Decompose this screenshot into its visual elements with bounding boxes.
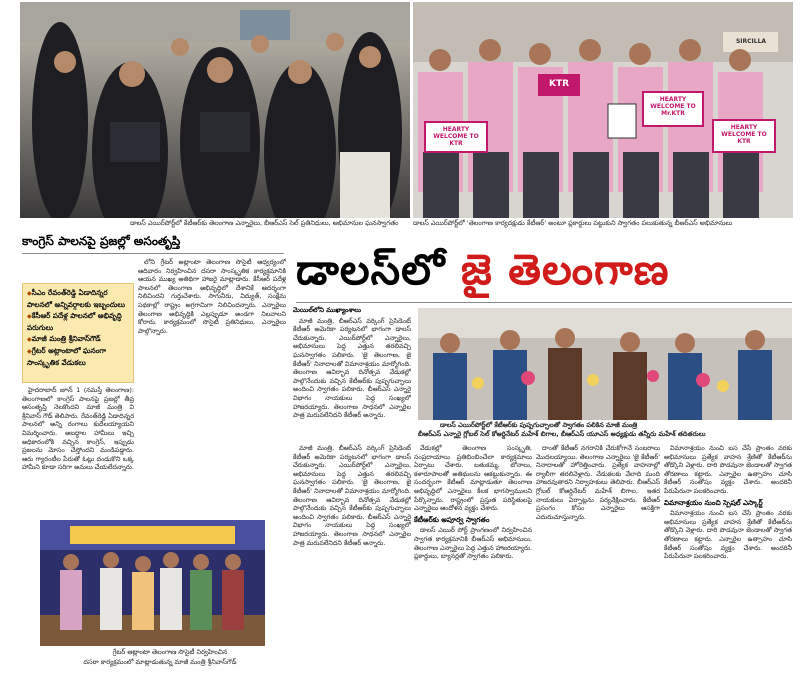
photo-caption: బీఆర్‌ఎస్ ఎన్నారై గ్లోబల్ సెల్ కోఆర్డినేటర్ మహేశ్ బిగాల, బీఆర్‌ఎస్ యూఎస్ అధ్యక్షుడు తన్నీరు మహేశ్ తదితరులు <box>418 430 706 438</box>
welcome-sign: HEARTY WELCOME TO KTR <box>433 126 479 147</box>
photo-bouquet-welcome <box>418 308 792 420</box>
main-story-col-1b: మాజీ మంత్రి, బీఆర్‌ఎస్ వర్కింగ్ ప్రెసిడెంట్ కేటీఆర్ అమెరికా పర్యటనలో భాగంగా డాలస్ చేరుకున్నారు. ఎయిర్‌పోర్ట్‌లో ఎన్నారైలు, అభిమానులు పెద్ద ఎత్తున తరలివచ్చి ఘనస్వాగతం పలికారు. 'జై తెలంగాణ, జై కేటీఆర్' నినాదాలతో విమానాశ్రయం మార్మోగింది. తెలంగాణ ఆవిర్భావ దినోత్సవ వేడుకల్లో పాల్గొనేందుకు వచ్చిన కేటీఆర్‌కు పుష్పగుచ్ఛాలు అందించి స్వాగతం పలికారు. బీఆర్‌ఎస్ ఎన్నారై విభాగం నాయకులు పెద్ద సంఖ్యలో హాజరయ్యారు. తెలంగాణ సాధనలో ఎన్నారైల పాత్ర మరువలేనిదని కేటీఆర్ అన్నారు. <box>293 444 411 547</box>
side-story-body-2: లోని గ్రేటర్ అట్లాంటా తెలంగాణ సొసైటీ ఆధ్వర్యంలో ఆదివారం నిర్వహించిన దసరా సాంస్కృతిక కార్యక్రమానికి ఆయన ముఖ్య అతిథిగా హాజరై మాట్లాడారు. కేసీఆర్ పదేళ్ల పాలనలో తెలంగాణ అభివృద్ధిలో దేశానికే ఆదర్శంగా నిలిచిందని గుర్తుచేశారు. సాగునీరు, విద్యుత్, సంక్షేమ పథకాల్లో రాష్ట్రం అగ్రగామిగా నిలిచిందన్నారు. ఎన్నారైలు తెలంగాణ అభివృద్ధికి ఎల్లప్పుడూ అండగా నిలవాలని కోరారు. కార్యక్రమంలో సొసైటీ ప్రతినిధులు, ఎన్నారైలు పాల్గొన్నారు. <box>138 258 286 335</box>
headline-part-1: డాలస్‌లో <box>296 245 446 294</box>
main-story-col-4: విమానాశ్రయం నుంచి బస చేసే ప్రాంతం వరకు అభిమానులు ప్రత్యేక వాహన శ్రేణితో కేటీఆర్‌ను తోడ్కొని వెళ్లారు. దారి పొడవునా జెండాలతో స్వాగత తోరణాలు కట్టారు. ఎన్నారైల ఉత్సాహం చూసి కేటీఆర్ సంతోషం వ్యక్తం చేశారు. అందరినీ పేరుపేరునా పలకరించారు. విమానాశ్రయం నుంచి స్పెషల్ ఎస్కార్ట్ విమానాశ్రయం నుంచి బస చేసే ప్రాంతం వరకు అభిమానులు ప్రత్యేక వాహన శ్రేణితో కేటీఆర్‌ను తోడ్కొని వెళ్లారు. దారి పొడవునా జెండాలతో స్వాగత తోరణాలు కట్టారు. ఎన్నారైల ఉత్సాహం చూసి కేటీఆర్ సంతోషం వ్యక్తం చేశారు. అందరినీ పేరుపేరునా పలకరించారు. <box>664 444 792 561</box>
dateline: మెయిల్‌లోని ముఖ్యాంశాలు <box>293 306 362 314</box>
highlight-item: ◆ గ్రేటర్ అట్లాంటాలో ఘనంగా సాంస్కృతిక వేడుకలు <box>27 345 129 368</box>
side-story-body-1: హైదరాబాద్ జూన్ 1 (నమస్తే తెలంగాణ): తెలంగాణలో కాంగ్రెస్ పాలనపై ప్రజల్లో తీవ్ర అసంతృప్తి నెలకొందని మాజీ మంత్రి వి శ్రీనివాస్ గౌడ్ తెలిపారు. రేవంత్‌రెడ్డి ఏడాదిన్నర పాలనలో అన్ని రంగాలు కుదేలయ్యాయని విమర్శించారు. అబద్ధాల హామీలు ఇచ్చి అధికారంలోకి వచ్చిన కాంగ్రెస్, ఇప్పుడు ప్రజలను మోసం చేస్తోందని మండిపడ్డారు. ఆరు గ్యారంటీల పేరుతో ఓట్లు దండుకొని ఒక్క హామీని కూడా సరిగా అమలు చేయలేదన్నారు. <box>22 386 134 472</box>
welcome-sign: HEARTY WELCOME TO Mr.KTR <box>650 96 696 117</box>
welcome-sign: HEARTY WELCOME TO KTR <box>721 124 767 145</box>
photo-caption: గ్రేటర్ ఆట్లాంటా తెలంగాణ సొసైటీ నిర్వహించిన <box>112 648 228 656</box>
ktr-sign: KTR <box>548 79 570 89</box>
photo-airport-crowd <box>20 2 410 218</box>
side-story-highlights <box>22 283 134 383</box>
photo-caption: డాలస్ ఎయిర్‌పోర్ట్‌లో 'తెలంగాణ కార్యదక్షుడు కేటీఆర్' అంటూ ప్లకార్డులు పట్టుకుని స్వాగతం పలుకుతున్న బీఆర్‌ఎస్ అభిమానులు <box>413 219 733 227</box>
divider <box>296 302 792 303</box>
highlight-item: ◆ మాజీ మంత్రి శ్రీనివాస్‌గౌడ్ <box>27 333 129 345</box>
divider <box>22 253 284 254</box>
side-story-title: కాంగ్రెస్ పాలనపై ప్రజల్లో అసంతృప్తి <box>22 234 181 248</box>
highlight-item: ◆ కేసీఆర్ పదేళ్ల పాలనలో అభివృద్ధి పరుగులు <box>27 310 129 333</box>
photo-atlanta-event <box>40 520 265 646</box>
sirculla-sign: SIRCILLA <box>735 38 767 45</box>
main-story-col-3: దాంతో కేటీఆర్ నగరానికి చేరుకోగానే సంబరాలు మొదలయ్యాయి. తెలంగాణ ఎన్నారైలు 'జై కేటీఆర్' నినాదాలతో హోరెత్తించారు. ప్రత్యేక వాహనాల్లో ర్యాలీగా తరలివెళ్లారు. వేడుకలకు వేలాది మంది హాజరవుతారని నిర్వాహకులు తెలిపారు. బీఆర్‌ఎస్ గ్లోబల్ కోఆర్డినేటర్ మహేశ్ బిగాల, ఇతర నాయకులు ఏర్పాట్లను పర్యవేక్షించారు. కేటీఆర్ ప్రసంగం కోసం ఎన్నారైలు ఆసక్తిగా ఎదురుచూస్తున్నారు. <box>536 444 660 521</box>
photo-caption: డాలస్ ఎయిర్‌పోర్ట్‌లో కేటీఆర్‌కు పుష్పగుచ్ఛాలతో స్వాగతం పలికిన మాజీ మంత్రి <box>440 421 638 429</box>
subheading: విమానాశ్రయం నుంచి స్పెషల్ ఎస్కార్ట్ <box>664 498 763 507</box>
photo-welcome-placards <box>413 2 793 218</box>
main-headline <box>296 242 792 298</box>
photo-caption: డాలస్ ఎయిర్‌పోర్ట్‌లో కేటీఆర్‌కు తెలంగాణ ఎన్నారైలు, బీఆర్‌ఎస్ సెల్ ప్రతినిధులు, అభిమానుల ఘనస్వాగతం <box>130 219 399 227</box>
highlight-item: ◆ సీఎం రేవంత్‌రెడ్డి ఏడాదిన్నర పాలనలో అన్నివర్గాలకు ఇబ్బందులు <box>27 287 129 310</box>
main-story-col-1: మెయిల్‌లోని ముఖ్యాంశాలు మాజీ మంత్రి, బీఆర్‌ఎస్ వర్కింగ్ ప్రెసిడెంట్ కేటీఆర్ అమెరికా పర్యటనలో భాగంగా డాలస్ చేరుకున్నారు. ఎయిర్‌పోర్ట్‌లో ఎన్నారైలు, అభిమానులు పెద్ద ఎత్తున తరలివచ్చి ఘనస్వాగతం పలికారు. 'జై తెలంగాణ, జై కేటీఆర్' నినాదాలతో విమానాశ్రయం మార్మోగింది. తెలంగాణ ఆవిర్భావ దినోత్సవ వేడుకల్లో పాల్గొనేందుకు వచ్చిన కేటీఆర్‌కు పుష్పగుచ్ఛాలు అందించి స్వాగతం పలికారు. బీఆర్‌ఎస్ ఎన్నారై విభాగం నాయకులు పెద్ద సంఖ్యలో హాజరయ్యారు. తెలంగాణ సాధనలో ఎన్నారైల పాత్ర మరువలేనిదని కేటీఆర్ అన్నారు. <box>293 306 411 420</box>
subheading: కేటీఆర్‌కు అపూర్వ స్వాగతం <box>414 515 490 524</box>
photo-caption: దసరా కార్యక్రమంలో మాట్లాడుతున్న మాజీ మంత్రి శ్రీనివాస్‌గౌడ్ <box>83 658 237 666</box>
headline-part-2: జై తెలంగాణ <box>460 245 670 294</box>
main-story-col-2: వేడుకల్లో తెలంగాణ సంస్కృతి, సంప్రదాయాలు ప్రతిబింబించేలా కార్యక్రమాలు ఏర్పాటు చేశారు. బతుకమ్మ, బోనాలు, కళారూపాలతో అతిథులను ఆకట్టుకున్నారు. ఈ సందర్భంగా కేటీఆర్ మాట్లాడుతూ తెలంగాణ అభివృద్ధిలో ఎన్నారైలు కీలక భాగస్వాములని పేర్కొన్నారు. రాష్ట్రంలో ప్రస్తుత పరిస్థితులపై ఎన్నారైలు ఆందోళన వ్యక్తం చేశారు. కేటీఆర్‌కు అపూర్వ స్వాగతం డాలస్ ఎయిర్ పోర్ట్ ప్రాంగణంలో నిర్వహించిన స్వాగత కార్యక్రమానికి బీఆర్‌ఎస్ అభిమానులు, తెలంగాణ ఎన్నారైలు పెద్ద ఎత్తున హాజరయ్యారు. ప్లకార్డులు, బ్యానర్లతో స్వాగతం పలికారు. <box>414 444 532 561</box>
